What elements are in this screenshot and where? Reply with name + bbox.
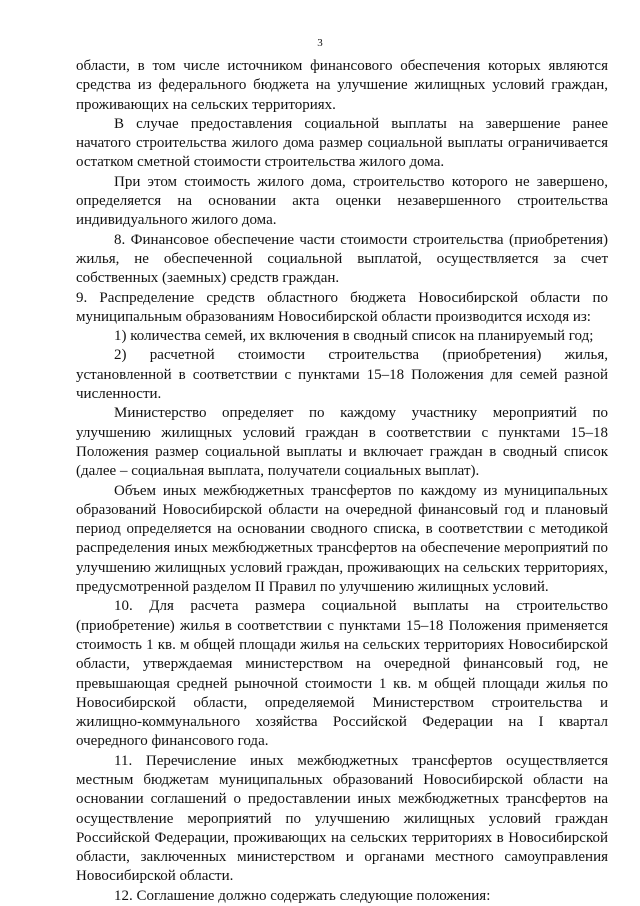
paragraph-transfer-volume: Объем иных межбюджетных трансфертов по каждому из муниципальных образований Новосибирской области на очередной финансовый год и плановый период определяется на основании сводного списка, в соответствии с методикой распределения иных межбюджетных трансфертов на обеспечение мероприятий по улучшению жилищных условий граждан, проживающих на сельских территориях, предусмотренной разделом II Правил по улучшению жилищных условий. — [76, 482, 608, 596]
page-number: 3 — [317, 37, 323, 49]
paragraph-item-8: 8. Финансовое обеспечение части стоимости строительства (приобретения) жилья, не обеспеченной социальной выплатой, осуществляется за счет собственных (заемных) средств граждан. — [76, 231, 608, 287]
paragraph-item-9-sub-2: 2) расчетной стоимости строительства (приобретения) жилья, установленной в соответствии с пунктами 15–18 Положения для семей разной численности. — [76, 347, 608, 403]
paragraph-item-11: 11. Перечисление иных межбюджетных трансфертов осуществляется местным бюджетам муниципальных образований Новосибирской области на основании соглашений о предоставлении иных межбюджетных трансфертов на осуществление мероприятий по улучшению жилищных условий граждан Российской Федерации, проживающих на сельских территориях в Новосибирской области, заключенных министерством и органами местного самоуправления Новосибирской области. — [76, 752, 608, 885]
paragraph-house-cost: При этом стоимость жилого дома, строительство которого не завершено, определяется на основании акта оценки незавершенного строительства индивидуального жилого дома. — [76, 173, 608, 229]
paragraph-continuation: области, в том числе источником финансового обеспечения которых являются средства из федерального бюджета на улучшение жилищных условий граждан, проживающих на сельских территориях. — [76, 58, 608, 113]
paragraph-item-9: 9. Распределение средств областного бюджета Новосибирской области по муниципальным образованиям Новосибирской области производится исходя из: — [76, 289, 608, 325]
paragraph-item-10: 10. Для расчета размера социальной выплаты на строительство (приобретение) жилья в соответствии с пунктами 15–18 Положения применяется стоимость 1 кв. м общей площади жилья на сельских территориях Новосибирской области, утверждаемая министерством на очередной финансовый год, не превышающая средней рыночной стоимости 1 кв. м общей площади жилья по Новосибирской области, определяемой Министерством строительства и жилищно-коммунального хозяйства Российской Федерации на I квартал очередного финансового года. — [76, 598, 608, 750]
paragraph-unfinished-construction: В случае предоставления социальной выплаты на завершение ранее начатого строительства жилого дома размер социальной выплаты ограничивается остатком сметной стоимости строительства жилого дома. — [76, 115, 608, 171]
paragraph-item-9-sub-1: 1) количества семей, их включения в сводный список на планируемый год; — [114, 328, 594, 345]
document-body — [76, 57, 608, 906]
paragraph-item-12: 12. Соглашение должно содержать следующие положения: — [114, 887, 491, 904]
paragraph-ministry-determines: Министерство определяет по каждому участнику мероприятий по улучшению жилищных условий граждан в соответствии с пунктами 15–18 Положения размер социальной выплаты и включает граждан в сводный список (далее – социальная выплата, получатели социальных выплат). — [76, 405, 608, 480]
